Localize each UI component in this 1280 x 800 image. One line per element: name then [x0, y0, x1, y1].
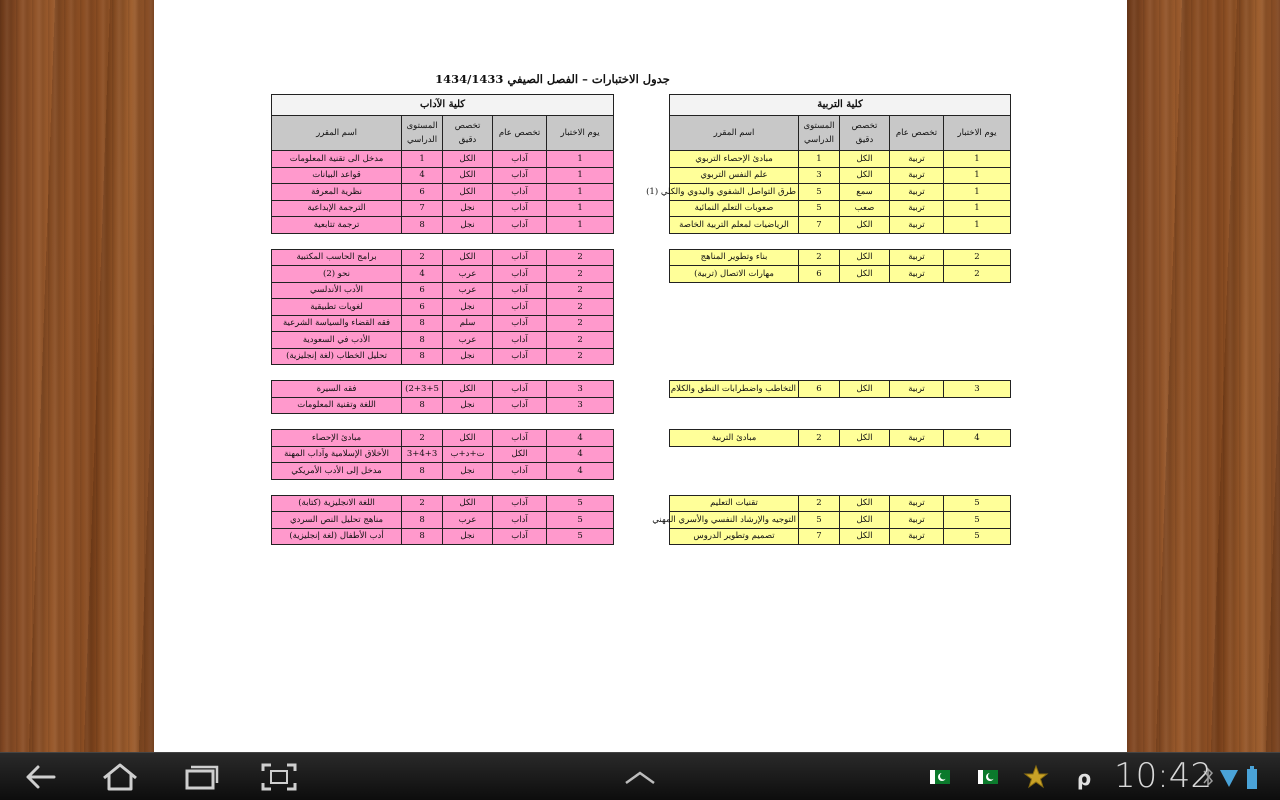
study-level-cell: 2+3+5) — [402, 381, 443, 398]
header-specific: تخصص دقيق — [443, 116, 493, 151]
header-specific: تخصص دقيق — [840, 116, 890, 151]
table-row — [272, 200, 614, 217]
study-level-cell: 6 — [799, 266, 840, 283]
specific-specialty-cell: نجل — [443, 348, 493, 365]
study-level-cell: 8 — [402, 463, 443, 480]
filler-row — [670, 282, 1011, 299]
table-row — [272, 217, 614, 234]
filler-row — [670, 348, 1011, 365]
study-level-cell: 2 — [799, 495, 840, 512]
header-level: المستوى الدراسي — [402, 116, 443, 151]
arts-schedule-table — [271, 94, 614, 545]
general-specialty-cell: تربية — [890, 167, 944, 184]
exam-day-cell: 1 — [547, 217, 614, 234]
general-specialty-cell: تربية — [890, 184, 944, 201]
system-navigation-bar — [0, 752, 1280, 800]
general-specialty-cell: آداب — [493, 299, 547, 316]
study-level-cell: 6 — [799, 381, 840, 398]
specific-specialty-cell: عرب — [443, 512, 493, 529]
filler-row — [670, 299, 1011, 316]
status-clock: 10:42 — [1114, 756, 1212, 796]
table-row — [670, 200, 1011, 217]
faculty-header-row — [272, 95, 614, 116]
course-name-cell: لغويات تطبيقية — [272, 299, 402, 316]
table-row — [670, 217, 1011, 234]
study-level-cell: 8 — [402, 528, 443, 545]
exam-day-cell: 5 — [547, 512, 614, 529]
header-day: يوم الاختبار — [944, 116, 1011, 151]
table-row — [272, 167, 614, 184]
course-name-cell: قواعد البيانات — [272, 167, 402, 184]
course-name-cell: تصميم وتطوير الدروس — [670, 528, 799, 545]
general-specialty-cell: آداب — [493, 282, 547, 299]
recent-apps-button[interactable] — [181, 761, 221, 793]
study-level-cell: 1 — [799, 151, 840, 168]
group-spacer — [670, 365, 1011, 381]
specific-specialty-cell: ت+د+ب — [443, 446, 493, 463]
wood-background-right — [1127, 0, 1280, 752]
header-course: اسم المقرر — [272, 116, 402, 151]
general-specialty-cell: آداب — [493, 397, 547, 414]
table-row — [272, 332, 614, 349]
study-level-cell: 6 — [402, 184, 443, 201]
specific-specialty-cell: نجل — [443, 217, 493, 234]
table-row — [670, 528, 1011, 545]
specific-specialty-cell: الكل — [840, 528, 890, 545]
study-level-cell: 8 — [402, 348, 443, 365]
exam-day-cell: 1 — [944, 167, 1011, 184]
header-course: اسم المقرر — [670, 116, 799, 151]
course-name-cell: الأدب في السعودية — [272, 332, 402, 349]
filler-row — [670, 446, 1011, 463]
table-row — [670, 151, 1011, 168]
general-specialty-cell: آداب — [493, 184, 547, 201]
study-level-cell: 5 — [799, 200, 840, 217]
specific-specialty-cell: الكل — [840, 167, 890, 184]
study-level-cell: 8 — [402, 315, 443, 332]
specific-specialty-cell: الكل — [443, 495, 493, 512]
exam-day-cell: 1 — [547, 167, 614, 184]
general-specialty-cell: تربية — [890, 512, 944, 529]
specific-specialty-cell: عرب — [443, 332, 493, 349]
study-level-cell: 2 — [402, 249, 443, 266]
general-specialty-cell: آداب — [493, 463, 547, 480]
general-specialty-cell: تربية — [890, 528, 944, 545]
course-name-cell: التوجيه والإرشاد النفسي والأسري المهني — [670, 512, 799, 529]
table-row — [272, 397, 614, 414]
study-level-cell: 1 — [402, 151, 443, 168]
course-name-cell: الأخلاق الإسلامية وآداب المهنة — [272, 446, 402, 463]
exam-day-cell: 2 — [547, 332, 614, 349]
table-row — [272, 249, 614, 266]
general-specialty-cell: آداب — [493, 315, 547, 332]
specific-specialty-cell: نجل — [443, 397, 493, 414]
group-spacer — [272, 365, 614, 381]
general-specialty-cell: آداب — [493, 348, 547, 365]
course-name-cell: أدب الأطفال (لغة إنجليزية) — [272, 528, 402, 545]
specific-specialty-cell: الكل — [840, 512, 890, 529]
table-row — [272, 348, 614, 365]
table-row — [670, 184, 1011, 201]
group-spacer — [670, 414, 1011, 430]
faculty-header-row — [670, 95, 1011, 116]
course-name-cell: بناء وتطوير المناهج — [670, 249, 799, 266]
table-row — [272, 463, 614, 480]
back-button[interactable] — [20, 761, 60, 793]
specific-specialty-cell: نجل — [443, 200, 493, 217]
exam-day-cell: 2 — [547, 348, 614, 365]
exam-day-cell: 1 — [944, 184, 1011, 201]
exam-day-cell: 2 — [547, 299, 614, 316]
table-row — [272, 299, 614, 316]
specific-specialty-cell: الكل — [840, 430, 890, 447]
course-name-cell: فقه السيرة — [272, 381, 402, 398]
specific-specialty-cell: الكل — [840, 151, 890, 168]
svg-text:ρ: ρ — [1076, 766, 1092, 790]
table-row — [272, 282, 614, 299]
course-name-cell: مبادئ التربية — [670, 430, 799, 447]
course-name-cell: صعوبات التعلم النمائية — [670, 200, 799, 217]
specific-specialty-cell: نجل — [443, 299, 493, 316]
wood-background-left — [0, 0, 154, 752]
star-icon — [1022, 761, 1050, 793]
study-level-cell: 8 — [402, 512, 443, 529]
specific-specialty-cell: الكل — [840, 266, 890, 283]
filler-row — [670, 332, 1011, 349]
table-row — [272, 381, 614, 398]
general-specialty-cell: آداب — [493, 512, 547, 529]
header-level: المستوى الدراسي — [799, 116, 840, 151]
table-row — [670, 381, 1011, 398]
general-specialty-cell: تربية — [890, 217, 944, 234]
notification-p[interactable] — [1070, 761, 1098, 793]
study-level-cell: 7 — [402, 200, 443, 217]
faculty-title: كلية التربية — [670, 95, 1011, 116]
document-title: جدول الاختبارات – الفصل الصيفي 1434/1433 — [435, 72, 670, 86]
course-name-cell: مبادئ الإحصاء التربوي — [670, 151, 799, 168]
study-level-cell: 4 — [402, 266, 443, 283]
study-level-cell: 2 — [402, 430, 443, 447]
general-specialty-cell: تربية — [890, 200, 944, 217]
specific-specialty-cell: الكل — [443, 430, 493, 447]
table-row — [272, 151, 614, 168]
study-level-cell: 8 — [402, 332, 443, 349]
specific-specialty-cell: الكل — [443, 167, 493, 184]
general-specialty-cell: آداب — [493, 217, 547, 234]
header-general: تخصص عام — [890, 116, 944, 151]
study-level-cell: 2 — [799, 430, 840, 447]
specific-specialty-cell: صعب — [840, 200, 890, 217]
exam-day-cell: 1 — [547, 151, 614, 168]
exam-day-cell: 1 — [944, 200, 1011, 217]
general-specialty-cell: آداب — [493, 167, 547, 184]
specific-specialty-cell: الكل — [840, 495, 890, 512]
general-specialty-cell: تربية — [890, 430, 944, 447]
exam-day-cell: 5 — [944, 495, 1011, 512]
chevron-up-icon — [620, 761, 660, 793]
specific-specialty-cell: الكل — [443, 184, 493, 201]
exam-day-cell: 2 — [944, 266, 1011, 283]
specific-specialty-cell: الكل — [443, 151, 493, 168]
general-specialty-cell: تربية — [890, 381, 944, 398]
exam-day-cell: 4 — [547, 430, 614, 447]
document-page[interactable] — [154, 0, 1127, 752]
study-level-cell: 7 — [799, 217, 840, 234]
course-name-cell: برامج الحاسب المكتبية — [272, 249, 402, 266]
group-spacer — [272, 233, 614, 249]
study-level-cell: 5 — [799, 184, 840, 201]
exam-day-cell: 5 — [547, 495, 614, 512]
course-name-cell: علم النفس التربوي — [670, 167, 799, 184]
table-row — [670, 266, 1011, 283]
general-specialty-cell: تربية — [890, 495, 944, 512]
table-row — [670, 495, 1011, 512]
screenshot-button[interactable] — [259, 761, 299, 793]
general-specialty-cell: آداب — [493, 528, 547, 545]
table-row — [272, 184, 614, 201]
group-spacer — [670, 233, 1011, 249]
study-level-cell: 6 — [402, 299, 443, 316]
battery-status — [1244, 761, 1260, 793]
specific-specialty-cell: الكل — [840, 249, 890, 266]
general-specialty-cell: آداب — [493, 266, 547, 283]
exam-day-cell: 2 — [547, 249, 614, 266]
course-name-cell: تقنيات التعليم — [670, 495, 799, 512]
battery-icon — [1244, 761, 1260, 793]
header-day: يوم الاختبار — [547, 116, 614, 151]
filler-row — [670, 397, 1011, 414]
course-name-cell: نظرية المعرفة — [272, 184, 402, 201]
course-name-cell: فقه القضاء والسياسة الشرعية — [272, 315, 402, 332]
wifi-icon — [1218, 761, 1240, 793]
group-spacer — [272, 479, 614, 495]
study-level-cell: 3 — [799, 167, 840, 184]
study-level-cell: 7 — [799, 528, 840, 545]
recent-apps-icon — [181, 761, 221, 793]
study-level-cell: 6 — [402, 282, 443, 299]
screenshot-icon — [259, 761, 299, 793]
course-name-cell: التخاطب واضطرابات النطق والكلام — [670, 381, 799, 398]
notification-flag-1[interactable] — [926, 761, 954, 793]
course-name-cell: الرياضيات لمعلم التربية الخاصة — [670, 217, 799, 234]
column-header-row — [272, 116, 614, 151]
filler-row — [670, 463, 1011, 480]
table-row — [272, 528, 614, 545]
study-level-cell: 8 — [402, 397, 443, 414]
study-level-cell: 5 — [799, 512, 840, 529]
column-header-row — [670, 116, 1011, 151]
table-row — [670, 512, 1011, 529]
specific-specialty-cell: الكل — [443, 381, 493, 398]
exam-day-cell: 1 — [547, 200, 614, 217]
flag-icon — [974, 761, 1002, 793]
specific-specialty-cell: عرب — [443, 282, 493, 299]
table-row — [272, 430, 614, 447]
education-schedule-table — [646, 94, 1011, 545]
course-name-cell: ترجمة تتابعية — [272, 217, 402, 234]
filler-row — [670, 315, 1011, 332]
table-row — [670, 249, 1011, 266]
group-spacer — [670, 479, 1011, 495]
course-name-cell: الأدب الأندلسي — [272, 282, 402, 299]
app-tray-button[interactable] — [620, 761, 660, 793]
exam-day-cell: 3 — [547, 381, 614, 398]
course-name-cell: الترجمة الإبداعية — [272, 200, 402, 217]
exam-day-cell: 3 — [547, 397, 614, 414]
header-general: تخصص عام — [493, 116, 547, 151]
specific-specialty-cell: الكل — [443, 249, 493, 266]
general-specialty-cell: آداب — [493, 495, 547, 512]
exam-day-cell: 4 — [547, 463, 614, 480]
general-specialty-cell: آداب — [493, 430, 547, 447]
notification-star[interactable] — [1022, 761, 1050, 793]
general-specialty-cell: تربية — [890, 249, 944, 266]
general-specialty-cell: آداب — [493, 332, 547, 349]
exam-day-cell: 2 — [547, 315, 614, 332]
specific-specialty-cell: الكل — [840, 381, 890, 398]
general-specialty-cell: تربية — [890, 266, 944, 283]
flag-icon — [926, 761, 954, 793]
specific-specialty-cell: سلم — [443, 315, 493, 332]
table-row — [272, 512, 614, 529]
general-specialty-cell: آداب — [493, 200, 547, 217]
exam-day-cell: 5 — [944, 528, 1011, 545]
group-spacer — [272, 414, 614, 430]
table-row — [272, 495, 614, 512]
faculty-title: كلية الآداب — [272, 95, 614, 116]
general-specialty-cell: آداب — [493, 249, 547, 266]
course-name-cell: مناهج تحليل النص السردي — [272, 512, 402, 529]
course-name-cell: اللغة الانجليزية (كتابة) — [272, 495, 402, 512]
study-level-cell: 8 — [402, 217, 443, 234]
specific-specialty-cell: نجل — [443, 528, 493, 545]
exam-day-cell: 2 — [944, 249, 1011, 266]
exam-day-cell: 2 — [547, 282, 614, 299]
back-icon — [20, 761, 60, 793]
general-specialty-cell: آداب — [493, 151, 547, 168]
home-button[interactable] — [100, 761, 140, 793]
exam-day-cell: 4 — [547, 446, 614, 463]
course-name-cell: طرق التواصل الشفوي واليدوي والكلي (1) — [670, 184, 799, 201]
course-name-cell: تحليل الخطاب (لغة إنجليزية) — [272, 348, 402, 365]
table-row — [272, 446, 614, 463]
course-name-cell: نحو (2) — [272, 266, 402, 283]
course-name-cell: مهارات الاتصال (تربية) — [670, 266, 799, 283]
study-level-cell: 2 — [402, 495, 443, 512]
home-icon — [100, 761, 140, 793]
general-specialty-cell: الكل — [493, 446, 547, 463]
study-level-cell: 2 — [799, 249, 840, 266]
specific-specialty-cell: الكل — [840, 217, 890, 234]
course-name-cell: مدخل إلى الأدب الأمريكي — [272, 463, 402, 480]
table-row — [670, 430, 1011, 447]
exam-day-cell: 5 — [547, 528, 614, 545]
p-icon — [1070, 761, 1098, 793]
exam-day-cell: 3 — [944, 381, 1011, 398]
exam-day-cell: 5 — [944, 512, 1011, 529]
notification-flag-2[interactable] — [974, 761, 1002, 793]
exam-day-cell: 4 — [944, 430, 1011, 447]
exam-day-cell: 2 — [547, 266, 614, 283]
course-name-cell: اللغة وتقنية المعلومات — [272, 397, 402, 414]
general-specialty-cell: تربية — [890, 151, 944, 168]
wifi-status — [1218, 761, 1240, 793]
study-level-cell: 4 — [402, 167, 443, 184]
exam-day-cell: 1 — [547, 184, 614, 201]
general-specialty-cell: آداب — [493, 381, 547, 398]
exam-day-cell: 1 — [944, 151, 1011, 168]
course-name-cell: مدخل الى تقنية المعلومات — [272, 151, 402, 168]
table-row — [670, 167, 1011, 184]
exam-day-cell: 1 — [944, 217, 1011, 234]
table-row — [272, 315, 614, 332]
specific-specialty-cell: عرب — [443, 266, 493, 283]
course-name-cell: مبادئ الإحصاء — [272, 430, 402, 447]
specific-specialty-cell: نجل — [443, 463, 493, 480]
study-level-cell: 3+4+3 — [402, 446, 443, 463]
table-row — [272, 266, 614, 283]
specific-specialty-cell: سمع — [840, 184, 890, 201]
